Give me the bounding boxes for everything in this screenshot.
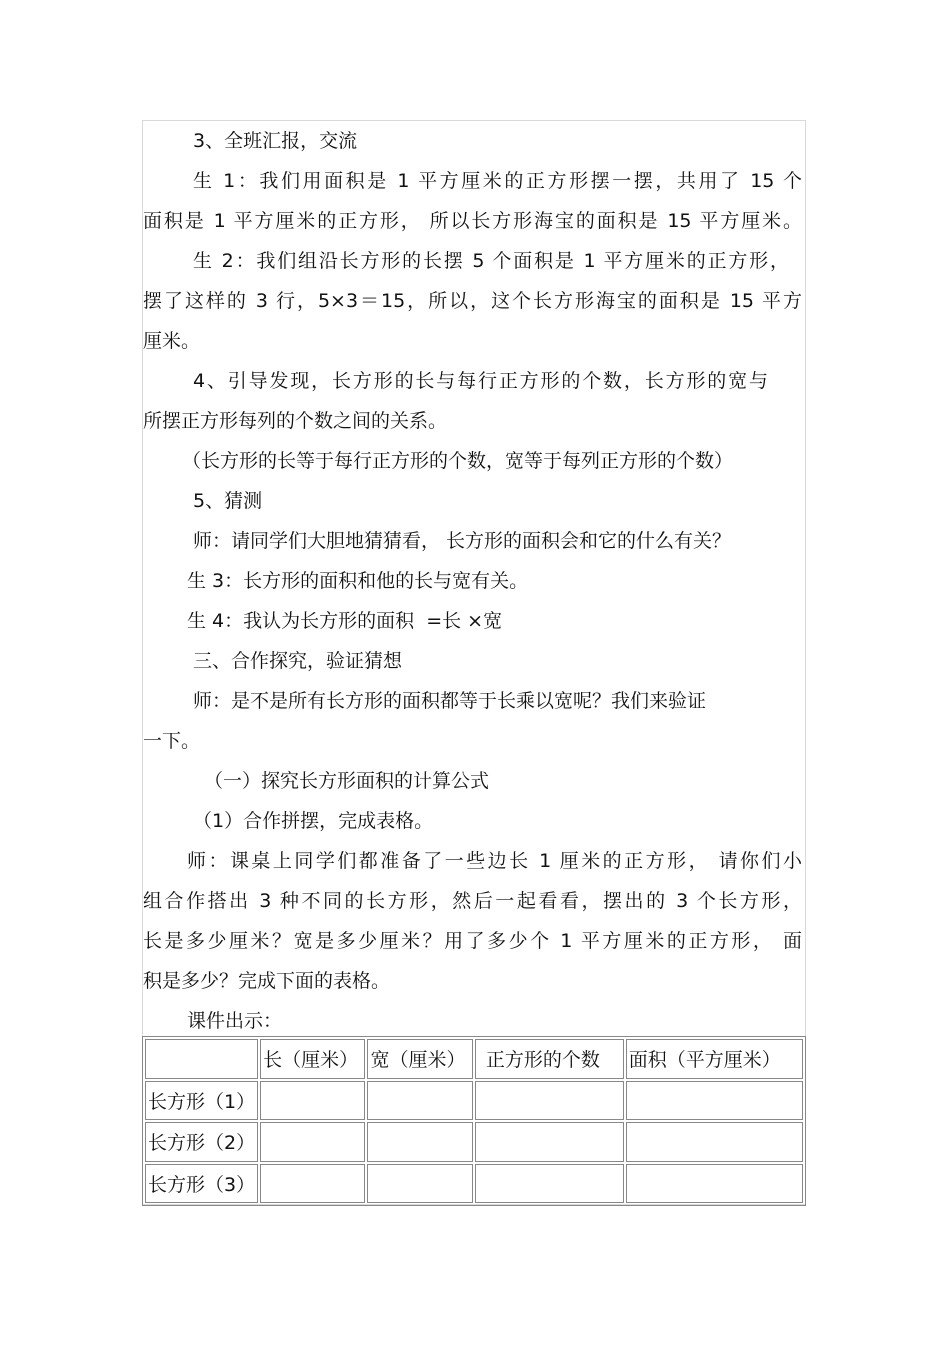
- table-header-cell: 面积（平方厘米）: [626, 1039, 803, 1079]
- table-cell: [367, 1122, 472, 1162]
- data-table: [142, 1036, 806, 1206]
- text-line: 3、全班汇报，交流: [193, 130, 358, 152]
- table-row: [145, 1164, 803, 1204]
- text-line: 三、合作探究，验证猜想: [193, 650, 403, 672]
- table-cell: 长方形（2）: [145, 1122, 258, 1162]
- table-row: [145, 1081, 803, 1121]
- table-header-cell: [145, 1039, 258, 1079]
- table-header-cell: 宽（厘米）: [367, 1039, 472, 1079]
- table-cell: [475, 1081, 624, 1121]
- text-line: 长是多少厘米？宽是多少厘米？用了多少个 1 平方厘米的正方形， 面: [143, 930, 802, 952]
- table-cell: [475, 1164, 624, 1204]
- text-line: 生 1：我们用面积是 1 平方厘米的正方形摆一摆，共用了 15 个: [193, 170, 802, 192]
- text-line: 积是多少？完成下面的表格。: [143, 970, 391, 992]
- text-line: （1）合作拼摆，完成表格。: [193, 810, 434, 832]
- text-line: 生 4：我认为长方形的面积 =长 ×宽: [187, 610, 503, 632]
- text-line: 厘米。: [143, 330, 201, 352]
- text-line: （一）探究长方形面积的计算公式: [204, 770, 490, 792]
- text-line: 面积是 1 平方厘米的正方形， 所以长方形海宝的面积是 15 平方厘米。: [143, 210, 802, 232]
- table-cell: [260, 1164, 365, 1204]
- table-header-cell: 正方形的个数: [475, 1039, 624, 1079]
- text-line: 摆了这样的 3 行，5×3＝15，所以，这个长方形海宝的面积是 15 平方: [143, 290, 802, 312]
- table-cell: 长方形（3）: [145, 1164, 258, 1204]
- table-cell: [260, 1081, 365, 1121]
- table-row: [145, 1122, 803, 1162]
- text-line: 课件出示：: [187, 1010, 283, 1032]
- table-cell: [260, 1122, 365, 1162]
- text-line: 师：请同学们大胆地猜猜看， 长方形的面积会和它的什么有关？: [193, 530, 732, 552]
- text-line: 5、猜测: [193, 490, 263, 512]
- text-line: 4、引导发现，长方形的长与每行正方形的个数，长方形的宽与: [193, 370, 768, 392]
- table-cell: [626, 1081, 803, 1121]
- table-cell: [475, 1122, 624, 1162]
- table-cell: 长方形（1）: [145, 1081, 258, 1121]
- text-line: 师：是不是所有长方形的面积都等于长乘以宽呢？我们来验证: [193, 690, 707, 712]
- table-cell: [367, 1081, 472, 1121]
- text-line: 所摆正方形每列的个数之间的关系。: [143, 410, 448, 432]
- text-line: （长方形的长等于每行正方形的个数，宽等于每列正方形的个数）: [182, 450, 734, 472]
- text-line: 生 2：我们组沿长方形的长摆 5 个面积是 1 平方厘米的正方形，: [193, 250, 789, 272]
- table-header-row: [145, 1039, 803, 1079]
- text-line: 生 3：长方形的面积和他的长与宽有关。: [187, 570, 529, 592]
- text-line: 组合作搭出 3 种不同的长方形，然后一起看看，摆出的 3 个长方形，: [143, 890, 802, 912]
- table-cell: [626, 1164, 803, 1204]
- table-cell: [626, 1122, 803, 1162]
- text-line: 师：课桌上同学们都准备了一些边长 1 厘米的正方形， 请你们小: [187, 850, 802, 872]
- text-line: 一下。: [143, 730, 201, 752]
- table-header-cell: 长（厘米）: [260, 1039, 365, 1079]
- table-cell: [367, 1164, 472, 1204]
